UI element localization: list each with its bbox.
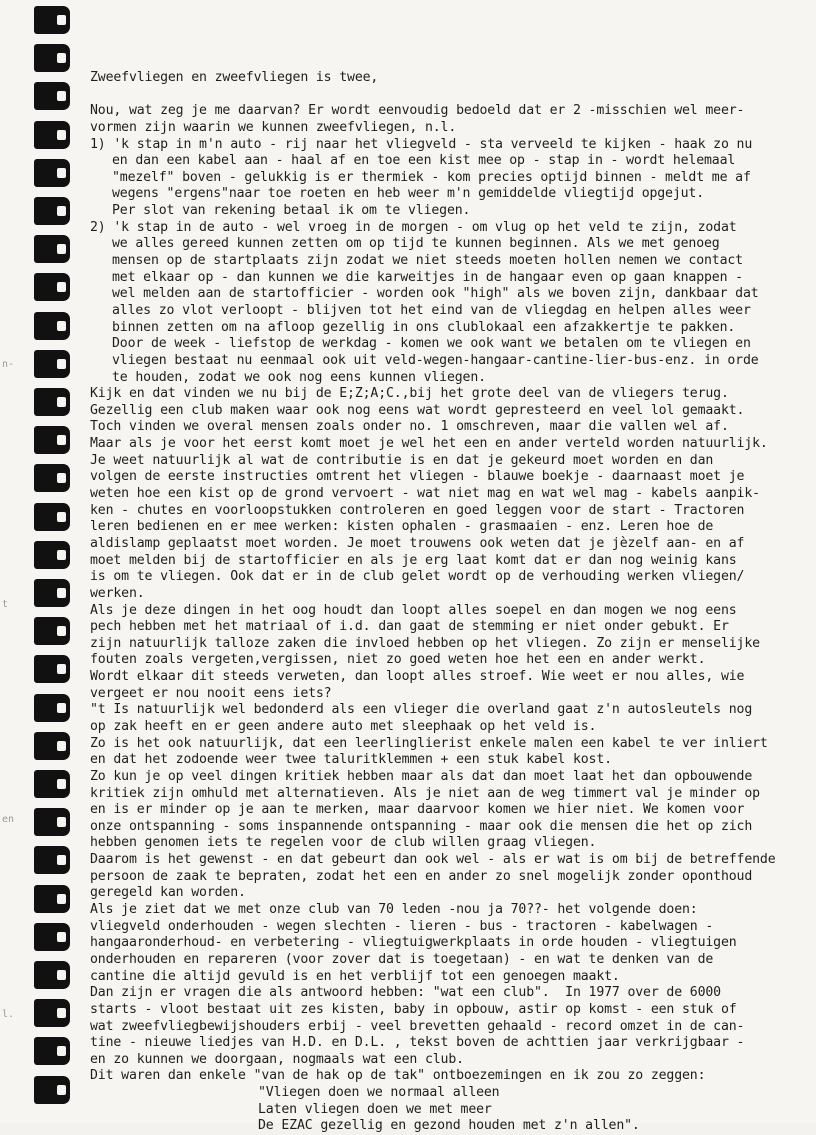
- text-line: mensen op de startplaats zijn zodat we niet steeds moeten hollen nemen we contact: [112, 253, 743, 269]
- text-line: De EZAC gezellig en gezond houden met z'n allen".: [258, 1118, 640, 1134]
- text-line: Per slot van rekening betaal ik om te vliegen.: [112, 203, 471, 219]
- binding-ring: [34, 694, 70, 722]
- text-line: Door de week - liefstop de werkdag - komen we ook want we betalen om te vliegen en: [112, 336, 751, 352]
- text-line: hangaaronderhoud- en verbetering - vliegtuigwerkplaats in orde houden - vliegtuigen: [90, 935, 737, 951]
- text-line: Daarom is het gewenst - en dat gebeurt dan ook wel - als er wat is om bij de betreffende: [90, 852, 776, 868]
- text-line: "t Is natuurlijk wel bedonderd als een vlieger die overland gaat z'n autosleutels nog: [90, 702, 753, 718]
- text-line: Zo kun je op veel dingen kritiek hebben maar als dat dan moet laat het dan opbouwende: [90, 768, 753, 784]
- text-line: Dan zijn er vragen die als antwoord hebben: "wat een club". In 1977 over de 6000: [90, 985, 721, 1001]
- binding-ring: [34, 273, 70, 301]
- document-body: [90, 103, 800, 1135]
- ghost-text: n-: [2, 359, 15, 370]
- binding-ring: [34, 312, 70, 340]
- text-line: onze ontspanning - soms inspannende ontspanning - maar ook die mensen die het op zich: [90, 818, 753, 834]
- text-line: 2) 'k stap in de auto - wel vroeg in de morgen - om vlug op het veld te zijn, zodat: [90, 219, 737, 235]
- binding-ring: [34, 6, 70, 34]
- text-line: zijn natuurlijk talloze zaken die invloed hebben op het vliegen. Zo zijn er menselijke: [90, 635, 760, 651]
- binding-ring: [34, 999, 70, 1027]
- binding-ring: [34, 235, 70, 263]
- text-line: Wordt elkaar dit steeds verweten, dan loopt alles stroef. Wie weet er nou alles, wie: [90, 669, 745, 685]
- text-line: moet melden bij de startofficier en als je erg laat komt dat er dan nog weinig kans: [90, 552, 737, 568]
- binding-ring: [34, 541, 70, 569]
- text-line: alles zo vlot verloopt - blijven tot het eind van de vliegdag en helpen alles weer: [112, 302, 751, 318]
- binding-ring: [34, 82, 70, 110]
- binding-ring: [34, 159, 70, 187]
- text-line: vliegen bestaat nu eenmaal ook uit veld-wegen-hangaar-cantine-lier-bus-enz. in orde: [112, 352, 759, 368]
- binding-ring: [34, 503, 70, 531]
- binding-ring: [34, 464, 70, 492]
- text-line: vormen zijn waarin we kunnen zweefvliegen, n.l.: [90, 119, 457, 135]
- text-line: en dan een kabel aan - haal af en toe een kist mee op - stap in - wordt helemaal: [112, 153, 736, 169]
- text-line: tine - nieuwe liedjes van H.D. en D.L. , tekst boven de achttien jaar verkrijgbaar -: [90, 1035, 745, 1051]
- text-line: Zo is het ook natuurlijk, dat een leerlinglierist enkele malen een kabel te ver inliert: [90, 735, 768, 751]
- binding-ring: [34, 426, 70, 454]
- binding-ring: [34, 770, 70, 798]
- binding-ring: [34, 846, 70, 874]
- text-line: en zo kunnen we doorgaan, nogmaals wat een club.: [90, 1051, 464, 1067]
- text-line: werken.: [90, 585, 145, 601]
- ghost-text: l.: [2, 1009, 15, 1020]
- text-line: Maar als je voor het eerst komt moet je wel het een en ander verteld worden natuurlijk.: [90, 436, 768, 452]
- binding-ring: [34, 655, 70, 683]
- text-line: leren bedienen en er mee werken: kisten ophalen - grasmaaien - enz. Leren hoe de: [90, 519, 714, 535]
- text-line: is om te vliegen. Ook dat er in de club gelet wordt op de verhouding werken vliegen/: [90, 569, 745, 585]
- text-line: geregeld kan worden.: [90, 885, 246, 901]
- text-line: Laten vliegen doen we met meer: [258, 1101, 492, 1117]
- text-line: Je weet natuurlijk al wat de contributie is en dat je gekeurd moet worden en dan: [90, 452, 714, 468]
- text-line: Dit waren dan enkele "van de hak op de tak" ontboezemingen en ik zou zo zeggen:: [90, 1068, 706, 1084]
- text-line: aldislamp geplaatst moet worden. Je moet trouwens ook weten dat je jèzelf aan- en af: [90, 535, 745, 551]
- binding-ring: [34, 1037, 70, 1065]
- text-line: wegens "ergens"naar toe roeten en heb weer m'n gemiddelde vliegtijd opgejut.: [112, 186, 705, 202]
- binding-ring: [34, 885, 70, 913]
- text-line: hebben genomen iets te regelen voor de club willen graag vliegen.: [90, 835, 597, 851]
- binding-ring: [34, 388, 70, 416]
- text-line: Als je deze dingen in het oog houdt dan loopt alles soepel en dan mogen we nog eens: [90, 602, 737, 618]
- spiral-binding: [34, 0, 74, 1123]
- text-line: en is er minder op je aan te merken, maar daarvoor komen we hier niet. We komen voor: [90, 802, 745, 818]
- text-line: ken - chutes en voorloopstukken controleren en goed leggen voor de start - Tractoren: [90, 502, 745, 518]
- text-line: Toch vinden we overal mensen zoals onder no. 1 omschreven, maar die vallen wel af.: [90, 419, 729, 435]
- document-title: Zweefvliegen en zweefvliegen is twee,: [90, 70, 379, 85]
- ghost-text: t: [2, 599, 9, 610]
- ghost-text: en: [2, 814, 15, 825]
- text-line: volgen de eerste instructies omtrent het vliegen - blauwe boekje - daarnaast moet je: [90, 469, 745, 485]
- text-line: "Vliegen doen we normaal alleen: [258, 1085, 500, 1101]
- text-line: Als je ziet dat we met onze club van 70 leden -nou ja 70??- het volgende doen:: [90, 902, 698, 918]
- text-line: 1) 'k stap in m'n auto - rij naar het vliegveld - sta verveeld te kijken - haak zo nu: [90, 136, 753, 152]
- binding-ring: [34, 1076, 70, 1104]
- text-line: persoon de zaak te bepraten, zodat het een en ander zo snel mogelijk zonder oponthoud: [90, 868, 753, 884]
- text-line: Nou, wat zeg je me daarvan? Er wordt eenvoudig bedoeld dat er 2 -misschien wel meer-: [90, 103, 745, 119]
- text-line: weten hoe een kist op de grond vervoert - wat niet mag en wat wel mag - kabels aanpik-: [90, 486, 760, 502]
- binding-ring: [34, 617, 70, 645]
- text-line: pech hebben met het matriaal of i.d. dan gaat de stemming er niet onder gebukt. Er: [90, 619, 729, 635]
- blank-line: [90, 87, 800, 104]
- text-line: we alles gereed kunnen zetten om op tijd te kunnen beginnen. Als we met genoeg: [112, 236, 720, 252]
- text-line: starts - vloot bestaat uit zes kisten, baby in opbouw, astir op komst - een stuk of: [90, 1001, 737, 1017]
- text-line: vergeet er nou nooit eens iets?: [90, 685, 332, 701]
- binding-ring: [34, 961, 70, 989]
- text-line: vliegveld onderhouden - wegen slechten - lieren - bus - tractoren - kabelwagen -: [90, 918, 714, 934]
- binding-ring: [34, 44, 70, 72]
- text-line: wel melden aan de startofficier - worden ook "high" als we boven zijn, dankbaar dat: [112, 286, 759, 302]
- binding-ring: [34, 808, 70, 836]
- binding-ring: [34, 579, 70, 607]
- text-line: "mezelf" boven - gelukkig is er thermiek - kom precies optijd binnen - meldt me af: [112, 169, 751, 185]
- text-line: Gezellig een club maken waar ook nog eens wat wordt gepresteerd en veel lol gemaakt.: [90, 402, 745, 418]
- typed-letter: [90, 70, 800, 1135]
- text-line: te houden, zodat we ook nog eens kunnen vliegen.: [112, 369, 486, 385]
- text-line: met elkaar op - dan kunnen we die karweitjes in de hangaar even op gaan knappen -: [112, 269, 743, 285]
- text-line: wat zweefvliegbewijshouders erbij - veel brevetten gehaald - record omzet in de can-: [90, 1018, 745, 1034]
- text-line: Kijk en dat vinden we nu bij de E;Z;A;C.,bij het grote deel van de vliegers terug.: [90, 386, 729, 402]
- binding-ring: [34, 923, 70, 951]
- binding-ring: [34, 350, 70, 378]
- text-line: fouten zoals vergeten,vergissen, niet zo goed weten hoe het een en ander werkt.: [90, 652, 706, 668]
- text-line: kritiek zijn omhuld met alternatieven. Als je niet aan de weg timmert val je minder op: [90, 785, 760, 801]
- binding-ring: [34, 121, 70, 149]
- text-line: op zak heeft en er geen andere auto met sleephaak op het veld is.: [90, 718, 597, 734]
- binding-ring: [34, 197, 70, 225]
- text-line: onderhouden en repareren (voor zover dat is toegetaan) - en wat te denken van de: [90, 951, 714, 967]
- text-line: binnen zetten om na afloop gezellig in ons clublokaal een afzakkertje te pakken.: [112, 319, 736, 335]
- binding-ring: [34, 732, 70, 760]
- text-line: en dat het zodoende weer twee taluritklemmen + een stuk kabel kost.: [90, 752, 612, 768]
- text-line: cantine die altijd gevuld is en het verblijf tot een genoegen maakt.: [90, 968, 620, 984]
